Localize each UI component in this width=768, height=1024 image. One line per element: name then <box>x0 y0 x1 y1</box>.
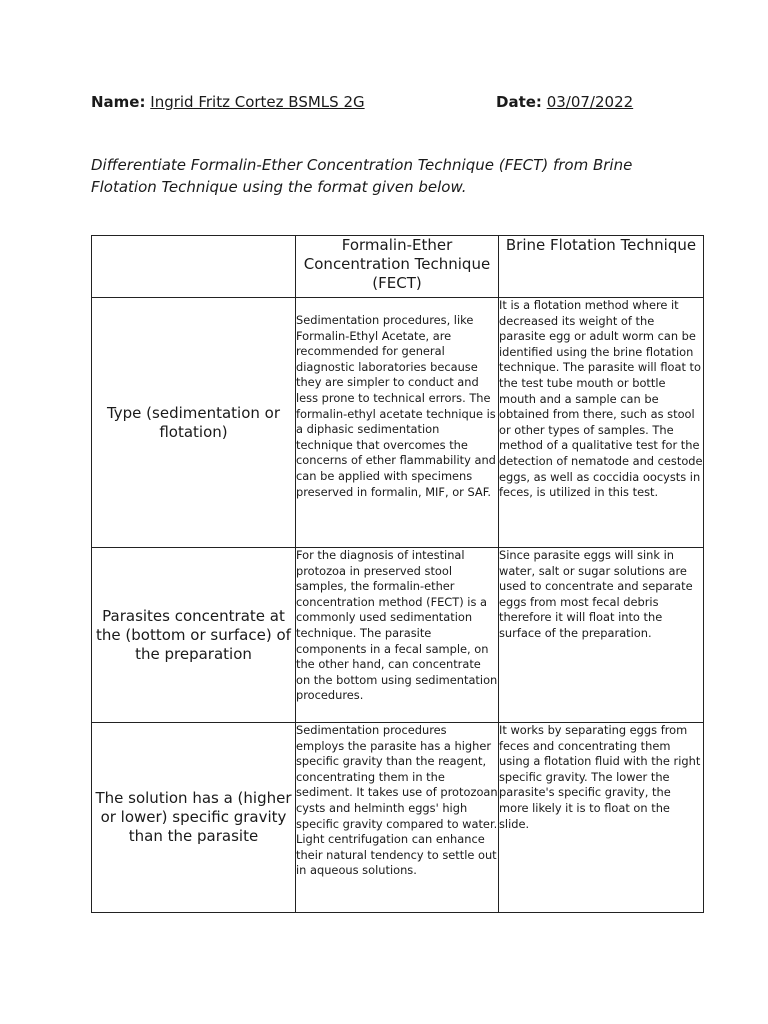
fect-cell: Sedimentation procedures employs the parasite has a higher specific gravity than the reagent, concentrating them in the sediment. It takes use of protozoan cysts and helminth eggs' high specific gravity compared to water. Light centrifugation can enhance their natural tendency to settle out in aqueous solutions. <box>296 723 499 913</box>
document-header <box>91 92 651 112</box>
fect-cell: Sedimentation procedures, like Formalin-Ethyl Acetate, are recommended for general diagnostic laboratories because they are simpler to conduct and less prone to technical errors. The formalin-ethyl acetate technique is a diphasic sedimentation technique that overcomes the concerns of ether flammability and can be applied with specimens preserved in formalin, MIF, or SAF. <box>296 298 499 548</box>
table-row <box>92 298 704 548</box>
comparison-table <box>91 235 704 913</box>
table-header-row <box>92 236 704 298</box>
brine-cell: It is a flotation method where it decreased its weight of the parasite egg or adult worm can be identified using the brine flotation technique. The parasite will float to the test tube mouth or bottle mouth and a sample can be obtained from there, such as stool or other types of samples. The method of a qualitative test for the detection of nematode and cestode eggs, as well as coccidia oocysts in feces, is utilized in this test. <box>499 298 704 548</box>
row-criterion: The solution has a (higher or lower) specific gravity than the parasite <box>92 723 296 913</box>
date-value: 03/07/2022 <box>546 93 634 111</box>
brine-cell: Since parasite eggs will sink in water, salt or sugar solutions are used to concentrate and separate eggs from most fecal debris therefore it will float into the surface of the preparation. <box>499 548 704 723</box>
row-criterion: Type (sedimentation or flotation) <box>92 298 296 548</box>
date-label: Date: <box>496 93 542 111</box>
date-block <box>496 92 633 112</box>
table-row <box>92 548 704 723</box>
column-header-fect: Formalin-Ether Concentration Technique (FECT) <box>296 236 499 298</box>
brine-cell: It works by separating eggs from feces and concentrating them using a flotation fluid with the right specific gravity. The lower the parasite's specific gravity, the more likely it is to float on the slide. <box>499 723 704 913</box>
name-value: Ingrid Fritz Cortez BSMLS 2G <box>150 93 365 111</box>
row-criterion: Parasites concentrate at the (bottom or surface) of the preparation <box>92 548 296 723</box>
table-row <box>92 723 704 913</box>
instruction-text: Differentiate Formalin-Ether Concentration Technique (FECT) from Brine Flotation Technique using the format given below. <box>91 156 633 196</box>
name-label: Name: <box>91 93 146 111</box>
fect-cell: For the diagnosis of intestinal protozoa in preserved stool samples, the formalin-ether concentration method (FECT) is a commonly used sedimentation technique. The parasite components in a fecal sample, on the other hand, can concentrate on the bottom using sedimentation procedures. <box>296 548 499 723</box>
column-header-criterion <box>92 236 296 298</box>
column-header-brine: Brine Flotation Technique <box>499 236 704 298</box>
